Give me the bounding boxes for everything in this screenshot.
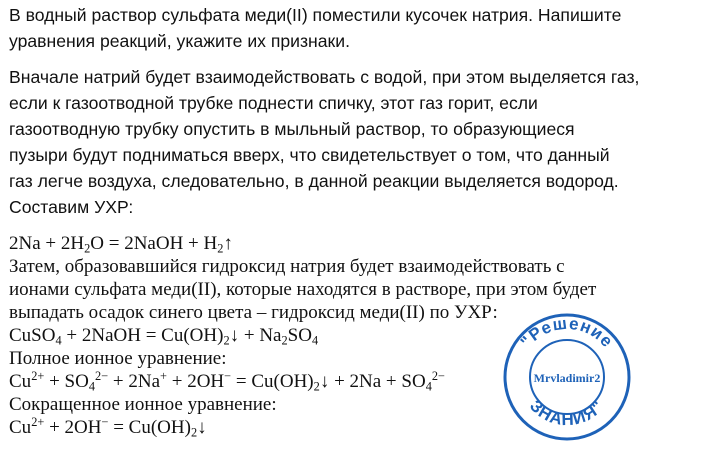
explanation-line: газоотводную трубку опустить в мыльный раствор, то образующиеся: [9, 119, 575, 139]
short-ionic-label: Сокращенное ионное уравнение:: [9, 394, 277, 415]
question-text: [9, 2, 694, 54]
then-line: выпадать осадок синего цвета – гидроксид меди(II) по УХР:: [9, 302, 498, 323]
question-line: В водный раствор сульфата меди(II) поместили кусочек натрия. Напишите: [9, 5, 622, 25]
equation-short-ionic: $Cu^{2+} + 2OH^-$ = $Cu(OH)_2↓$: [9, 415, 207, 440]
explanation-line: Вначале натрий будет взаимодействовать с водой, при этом выделяется газ,: [9, 67, 640, 87]
explanation-line: Составим УХР:: [9, 197, 134, 217]
full-ionic-label: Полное ионное уравнение:: [9, 348, 227, 369]
stamp-center-text: Mrvladimir2: [533, 371, 601, 385]
equation-water-reaction: $2Na + 2H_2O$ = 2NaOH + $H_2↑$: [9, 233, 233, 256]
then-line: Затем, образовавшийся гидроксид натрия будет взаимодействовать с: [9, 256, 565, 277]
equation-full-ionic: $Cu^{2+} + SO_4^{2-} + 2Na^+ + 2OH^-$ = $Cu(OH)_2↓ + 2Na + SO_4^{2-}$: [9, 369, 445, 394]
stamp-bottom-text: ЗНАНИЯ": [526, 396, 608, 430]
explanation-line: если к газоотводной трубке поднести спичку, этот газ горит, если: [9, 93, 538, 113]
then-line: ионами сульфата меди(II), которые находятся в растворе, при этом будет: [9, 279, 597, 300]
explanation-line: пузыри будут подниматься вверх, что свидетельствует о том, что данный: [9, 145, 610, 165]
stamp-top-text: "Решение: [516, 313, 618, 352]
equation-molecular: CuSO$_4$ + 2NaOH = $Cu(OH)_2↓ + Na_2SO_4$: [9, 325, 319, 348]
explanation-text: [9, 64, 694, 220]
explanation-line: газ легче воздуха, следовательно, в данной реакции выделяется водород.: [9, 171, 619, 191]
question-line: уравнения реакций, укажите их признаки.: [9, 31, 350, 51]
stamp-seal: [502, 312, 632, 442]
